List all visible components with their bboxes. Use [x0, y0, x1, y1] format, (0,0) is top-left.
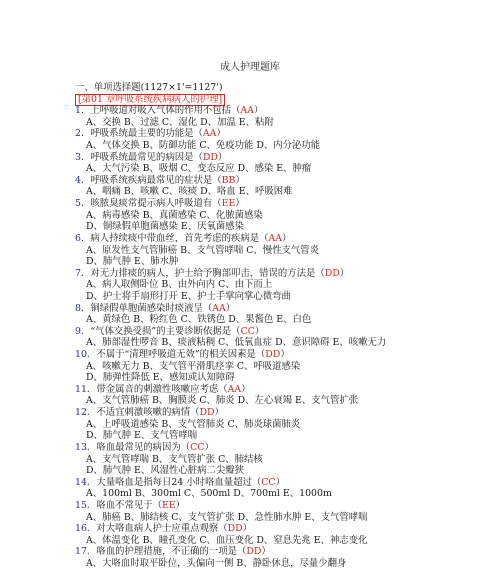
question-text: 铜绿假单胞菌感染时痰液呈（ [90, 302, 213, 314]
question-stem [75, 442, 495, 454]
question-text: 大量咯血是指每日24 小时咯血量超过（ [96, 476, 262, 488]
question-number: 10． [75, 349, 97, 361]
question-number: 15． [75, 499, 97, 511]
answer-key: DD [199, 407, 215, 419]
answer-options: A、黄绿色 B、粉红色 C、铁锈色 D、果酱色 E、白色 [86, 314, 312, 326]
question-paren-close: ） [235, 174, 245, 186]
answer-options: D、肺气肿 E、肺水肿 [86, 256, 179, 268]
question-paren-close: ） [339, 267, 350, 279]
question-paren-close: ） [175, 499, 186, 511]
section-heading: 一、单项选择题(1127×1'=1127') [75, 82, 223, 93]
question-stem [75, 233, 495, 245]
question-stem [75, 477, 495, 489]
answer-options: A、咽痛 B、咳嗽 C、咳痰 D、咯血 E、呼吸困难 [86, 186, 293, 198]
answer-options: A、支气管哮喘 B、支气管扩张 C、肺结核 [86, 453, 263, 465]
question-paren-close: ） [254, 325, 265, 337]
question-number: 11． [75, 383, 97, 395]
chapter-title: [第01 章呼吸系统疾病病人的护理] [75, 94, 225, 106]
question-number: 4． [75, 174, 91, 186]
question-number: 12． [75, 407, 97, 419]
question-number: 16． [75, 523, 97, 535]
question-paren-close: ） [204, 441, 214, 453]
question-stem [75, 198, 495, 210]
answer-options: A、大咯血时取平卧位，头偏向一侧 B、静卧休息，尽量少翻身 [86, 557, 347, 569]
question-list [75, 82, 495, 570]
question-paren-close: ） [216, 128, 226, 140]
question-number: 8． [75, 302, 91, 314]
answer-key: DD [324, 267, 340, 279]
answer-key: AA [212, 302, 226, 314]
question-paren-close: ） [225, 302, 236, 314]
question-text: 咯血不常见于（ [96, 499, 162, 511]
question-stem [75, 384, 495, 396]
answer-options: A、肺癌 B、肺结核 C、支气管扩张 D、急性肺水肿 E、支气管哮喘 [86, 511, 368, 523]
answer-options: A、交换 B、过滤 C、湿化 D、加温 E、粘附 [86, 116, 274, 128]
question-number: 6． [75, 232, 91, 244]
answer-key: AA [202, 128, 217, 140]
question-text: 呼吸系统最主要的功能是（ [90, 128, 203, 140]
answer-key: AA [240, 105, 254, 117]
question-number: 14． [75, 476, 97, 488]
answer-key: CC [240, 325, 255, 337]
question-stem [75, 349, 495, 361]
answer-options: A、大气污染 B、吸烟 C、变态反应 D、感染 E、肿瘤 [86, 163, 312, 175]
question-paren-close: ） [261, 546, 271, 558]
question-stem [75, 268, 495, 280]
question-stem [75, 152, 495, 164]
question-text: 呼吸系统疾病最常见的症状是（ [90, 174, 222, 186]
answer-options: D、肺弹性降低 E、感知或认知障碍 [86, 372, 235, 384]
answer-options: A、气体交换 B、防御功能 C、免疫功能 D、内分泌功能 [86, 140, 321, 152]
question-stem [75, 175, 495, 187]
answer-key: DD [227, 523, 243, 535]
question-stem [75, 326, 495, 338]
question-paren-close: ） [235, 198, 245, 210]
answer-options: A、病毒感染 B、真菌感染 C、化脓菌感染 [86, 209, 263, 221]
question-number: 3． [75, 151, 91, 163]
question-paren-close: ） [253, 105, 264, 117]
question-text: “气体交换受损”的主要诊断依据是（ [90, 325, 241, 337]
answer-key: CC [190, 441, 205, 453]
answer-options: A、原发性支气管肺癌 B、支气管哮喘 C、慢性支气管炎 [86, 244, 320, 256]
question-stem [75, 128, 495, 140]
answer-options: A、支气管肺癌 B、胸膜炎 C、肺炎 D、左心衰竭 E、支气管扩张 [86, 395, 359, 407]
document-title: 成人护理题库 [220, 62, 280, 73]
answer-options: A、肺部湿性啰音 B、痰液粘稠 C、低氧血症 D、意识障碍 E、咳嗽无力 [86, 337, 387, 349]
question-text: 上呼吸道对吸入气体的作用不包括（ [90, 105, 241, 117]
question-stem [75, 546, 495, 558]
question-text: 咯血的护理措施，不正确的一项是（ [96, 546, 247, 558]
question-text: 不属于“清理呼吸道无效”的相关因素是（ [96, 349, 266, 361]
answer-key: DD [202, 151, 218, 163]
question-paren-close: ） [275, 476, 285, 488]
chapter-heading [75, 94, 495, 106]
answer-key: AA [268, 232, 283, 244]
question-stem [75, 105, 495, 117]
question-number: 5． [75, 198, 91, 210]
answer-options: A、体温变化 B、瞳孔变化 C、血压变化 D、窒息先兆 E、神志变化 [86, 534, 368, 546]
answer-key: BB [221, 174, 236, 186]
question-text: 咳脓臭痰常提示病人呼吸道有（ [90, 198, 222, 210]
question-paren-close: ） [214, 407, 224, 419]
answer-options: A、咳嗽无力 B、支气管平滑肌痉挛 C、呼吸道感染 [86, 360, 301, 372]
answer-key: DD [265, 349, 281, 361]
question-paren-close: ） [241, 383, 251, 395]
answer-options: A、病人取侧卧位 B、由外向内 C、由下而上 [86, 279, 273, 291]
question-paren-close: ） [280, 349, 290, 361]
question-number: 9． [75, 325, 91, 337]
question-number: 7． [75, 267, 91, 279]
question-text: 对无力排痰的病人，护士给予胸部叩击，错误的方法是（ [90, 267, 325, 279]
answer-key: EE [161, 499, 176, 511]
question-number: 17． [75, 546, 97, 558]
answer-key: AA [227, 383, 242, 395]
answer-options: A、100ml B、300ml C、500ml D、700ml E、1000m [86, 488, 332, 500]
answer-options: D、肺气肿 E、风湿性心脏病二尖瓣狭 [86, 465, 244, 477]
answer-options: D、铜绿假单胞菌感染 E、厌氧菌感染 [86, 221, 244, 233]
question-text: 病人持续痰中带血丝，首先考虑的疾病是（ [90, 232, 269, 244]
question-paren-close: ） [282, 232, 292, 244]
answer-key: DD [246, 546, 262, 558]
question-paren-close: ） [217, 151, 228, 163]
question-stem [75, 500, 495, 512]
answer-key: EE [221, 198, 236, 210]
answer-key: CC [261, 476, 276, 488]
question-number: 1． [75, 105, 91, 117]
answer-options: D、肺气肿 E、支气管哮喘 [86, 430, 198, 442]
question-text: 对大咯血病人护士应重点观察（ [96, 523, 228, 535]
answer-options: D、护士将手扇形打开 E、护士手掌向掌心微弯曲 [86, 290, 291, 302]
question-text: 呼吸系统最常见的病因是（ [90, 151, 203, 163]
answer-options: A、上呼吸道感染 B、支气管肺炎 C、肺炎球菌肺炎 [86, 418, 301, 430]
question-paren-close: ） [242, 523, 253, 535]
question-number: 2． [75, 128, 91, 140]
question-number: 13． [75, 441, 97, 453]
question-text: 带金属音的刺激性咳嗽应考虑（ [96, 383, 228, 395]
question-stem [75, 407, 495, 419]
question-text: 不适宜刺激咳嗽的病情（ [96, 407, 200, 419]
question-stem [75, 523, 495, 535]
question-stem [75, 303, 495, 315]
question-text: 咯血最常见的病因为（ [96, 441, 191, 453]
